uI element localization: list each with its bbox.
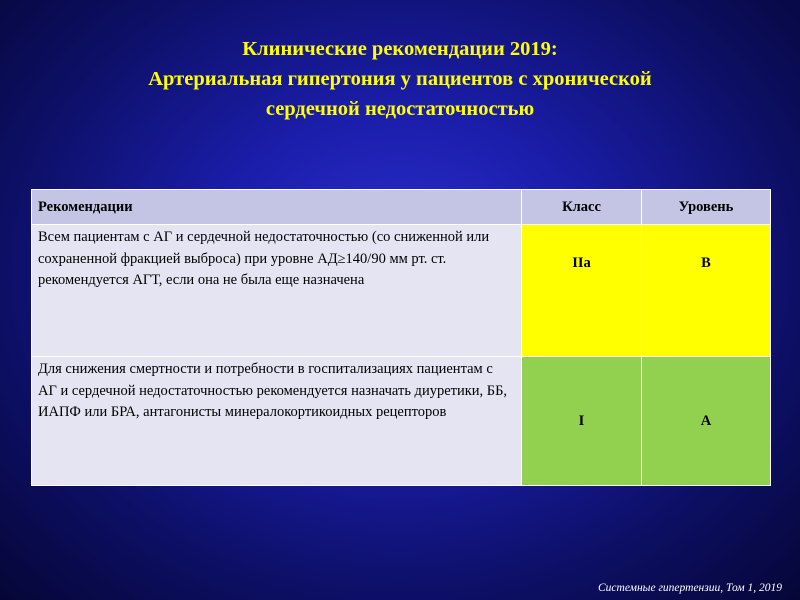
header-class: Класс [522,190,642,225]
title-line-2: Артериальная гипертония у пациентов с хронической [148,68,652,90]
level-cell: B [642,225,771,357]
recommendations-table [31,189,771,486]
table-header-row [32,190,771,225]
table-row [32,357,771,486]
table-row [32,225,771,357]
recommendation-text: Всем пациентам с АГ и сердечной недостаточностью (со сниженной или сохраненной фракцией выброса) при уровне АД≥140/90 мм рт. ст. рекомендуется АГТ, если она не была еще назначена [32,225,522,357]
title-line-1: Клинические рекомендации 2019: [242,38,558,60]
title-line-3: сердечной недостаточностью [265,98,535,120]
header-level: Уровень [642,190,771,225]
slide-title [0,34,800,124]
class-cell: I [522,357,642,486]
class-cell: IIa [522,225,642,357]
header-recommendations: Рекомендации [32,190,522,225]
recommendation-text: Для снижения смертности и потребности в госпитализациях пациентам с АГ и сердечной недостаточностью рекомендуется назначать диуретики, ББ, ИАПФ или БРА, антагонисты минералокортикоидных рецепторов [32,357,522,486]
source-footer: Системные гипертензии, Том 1, 2019 [597,582,782,594]
level-cell: A [642,357,771,486]
